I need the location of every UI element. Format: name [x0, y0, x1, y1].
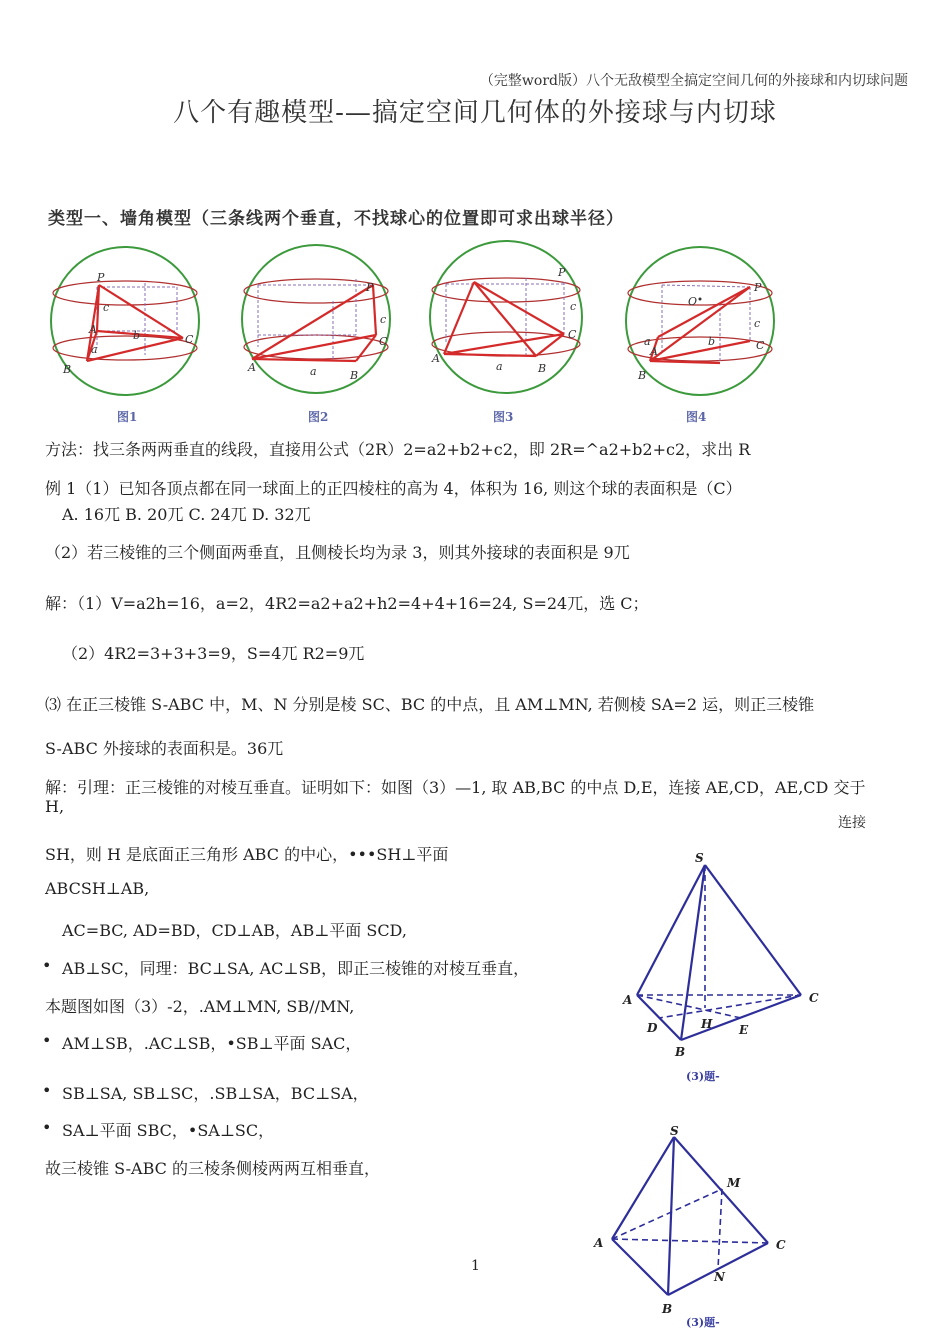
- fig1-label: B: [63, 363, 72, 376]
- fig3-label: P: [558, 266, 566, 279]
- proof-line: AB⊥SC，同理：BC⊥SA, AC⊥SB，即正三棱锥的对棱互垂直，: [62, 959, 530, 978]
- fig1-label: P: [97, 271, 105, 284]
- figure-2: [238, 243, 398, 403]
- figure-3-caption: 图3: [493, 410, 514, 424]
- proof-line: SB⊥SA, SB⊥SC，.SB⊥SA，BC⊥SA，: [62, 1084, 369, 1103]
- fig3-label: C: [568, 328, 577, 341]
- fig2-label: P: [366, 281, 374, 294]
- fig1-label: A: [89, 323, 97, 336]
- proof-line: SH，则 H 是底面正三角形 ABC 的中心，•••SH⊥平面: [45, 845, 449, 864]
- fig3-label: A: [432, 352, 440, 365]
- page-title: 八个有趣模型-—搞定空间几何体的外接球与内切球: [173, 98, 777, 128]
- pyramid-figure-1: [615, 850, 825, 1083]
- figure-1-caption: 图1: [117, 410, 138, 424]
- pyr2-label: A: [594, 1236, 604, 1250]
- figure-1: [45, 243, 210, 403]
- question-3-line-2: S-ABC 外接球的表面积是。36兀: [45, 739, 284, 758]
- figure-4-caption: 图4: [686, 410, 707, 424]
- proof-line: AM⊥SB，.AC⊥SB，•SB⊥平面 SAC，: [62, 1034, 362, 1053]
- proof-line: 故三棱锥 S-ABC 的三棱条侧棱两两互相垂直，: [45, 1159, 380, 1178]
- proof-line: 本题图如图（3）-2，.AM⊥MN, SB//MN,: [45, 997, 355, 1016]
- connect-fragment: 连接: [838, 815, 866, 831]
- method-line: 方法：找三条两两垂直的线段，直接用公式（2R）2=a2+b2+c2，即 2R=^a2+b2+c2，求出 R: [45, 440, 751, 459]
- figure-2-caption: 图2: [308, 410, 329, 424]
- fig2-label: a: [310, 365, 317, 378]
- fig3-label: c: [570, 300, 577, 313]
- pyr1-label: H: [701, 1017, 713, 1031]
- fig2-label: c: [380, 313, 387, 326]
- solution-3-line-1: 解：引理：正三棱锥的对棱互垂直。证明如下：如图（3）—1, 取 AB,BC 的中点 D,E，连接 AE,CD，AE,CD 交于: [45, 778, 866, 797]
- bullet: •: [42, 1118, 52, 1137]
- bullet: •: [42, 1031, 52, 1050]
- pyr2-label: S: [670, 1124, 679, 1138]
- figure-3: [426, 238, 591, 403]
- fig4-label: B: [638, 369, 647, 382]
- bullet: •: [42, 1081, 52, 1100]
- fig3-label: B: [538, 362, 547, 375]
- figure-4: [620, 245, 785, 405]
- proof-line: ABCSH⊥AB,: [45, 879, 150, 898]
- example1-options: A. 16兀 B. 20兀 C. 24兀 D. 32兀: [62, 505, 311, 524]
- fig1-label: C: [185, 333, 194, 346]
- pyramid-figure-2: [590, 1124, 800, 1329]
- example1-q2: （2）若三棱锥的三个侧面两垂直，且侧棱长均为录 3，则其外接球的表面积是 9兀: [45, 543, 630, 562]
- fig4-label: A: [650, 345, 658, 358]
- fig1-label: c: [103, 301, 110, 314]
- fig2-label: C: [379, 335, 388, 348]
- pyr1-label: S: [695, 851, 704, 865]
- pyr1-label: E: [739, 1023, 749, 1037]
- fig4-label: P: [754, 281, 762, 294]
- pyr1-label: D: [647, 1021, 658, 1035]
- bullet: •: [42, 956, 52, 975]
- question-3-line-1: ⑶ 在正三棱锥 S-ABC 中，M、N 分别是棱 SC、BC 的中点，且 AM⊥MN, 若侧棱 SA=2 运，则正三棱锥: [45, 695, 815, 714]
- fig4-label: a: [644, 335, 651, 348]
- pyr2-label: N: [714, 1270, 725, 1284]
- section-heading-type1: 类型一、墙角模型（三条线两个垂直，不找球心的位置即可求出球半径）: [48, 209, 624, 229]
- pyr1-label: B: [675, 1045, 686, 1059]
- pyr2-label: C: [776, 1238, 786, 1252]
- fig2-label: A: [248, 361, 256, 374]
- fig2-label: B: [350, 369, 359, 382]
- page-number: 1: [471, 1258, 480, 1274]
- proof-line: AC=BC, AD=BD，CD⊥AB，AB⊥平面 SCD,: [62, 921, 407, 940]
- example1-q1: 例 1（1）已知各顶点都在同一球面上的正四棱柱的高为 4，体积为 16, 则这个球的表面积是（C）: [45, 479, 742, 498]
- pyr2-label: B: [662, 1302, 673, 1316]
- fig4-label: C: [756, 339, 765, 352]
- document-header: （完整word版）八个无敌模型全搞定空间几何的外接球和内切球问题: [479, 73, 908, 89]
- pyr1-label: A: [623, 993, 633, 1007]
- pyr1-label: C: [809, 991, 819, 1005]
- fig4-label: O: [688, 295, 698, 308]
- pyr2-label: M: [727, 1176, 741, 1190]
- solution-1: 解：（1）V=a2h=16，a=2，4R2=a2+a2+h2=4+4+16=24, S=24兀，选 C；: [45, 594, 649, 613]
- fig4-label: b: [708, 335, 716, 348]
- solution-2: （2）4R2=3+3+3=9，S=4兀 R2=9兀: [62, 644, 365, 663]
- solution-3-line-2: H,: [45, 797, 65, 816]
- fig1-label: b: [133, 329, 141, 342]
- proof-line: SA⊥平面 SBC，•SA⊥SC，: [62, 1121, 275, 1140]
- fig3-label: a: [496, 360, 503, 373]
- pyramid-1-caption: (3)题-: [686, 1070, 720, 1083]
- fig1-label: a: [91, 343, 98, 356]
- pyramid-2-caption: (3)题-: [686, 1316, 720, 1329]
- fig4-label: c: [754, 317, 761, 330]
